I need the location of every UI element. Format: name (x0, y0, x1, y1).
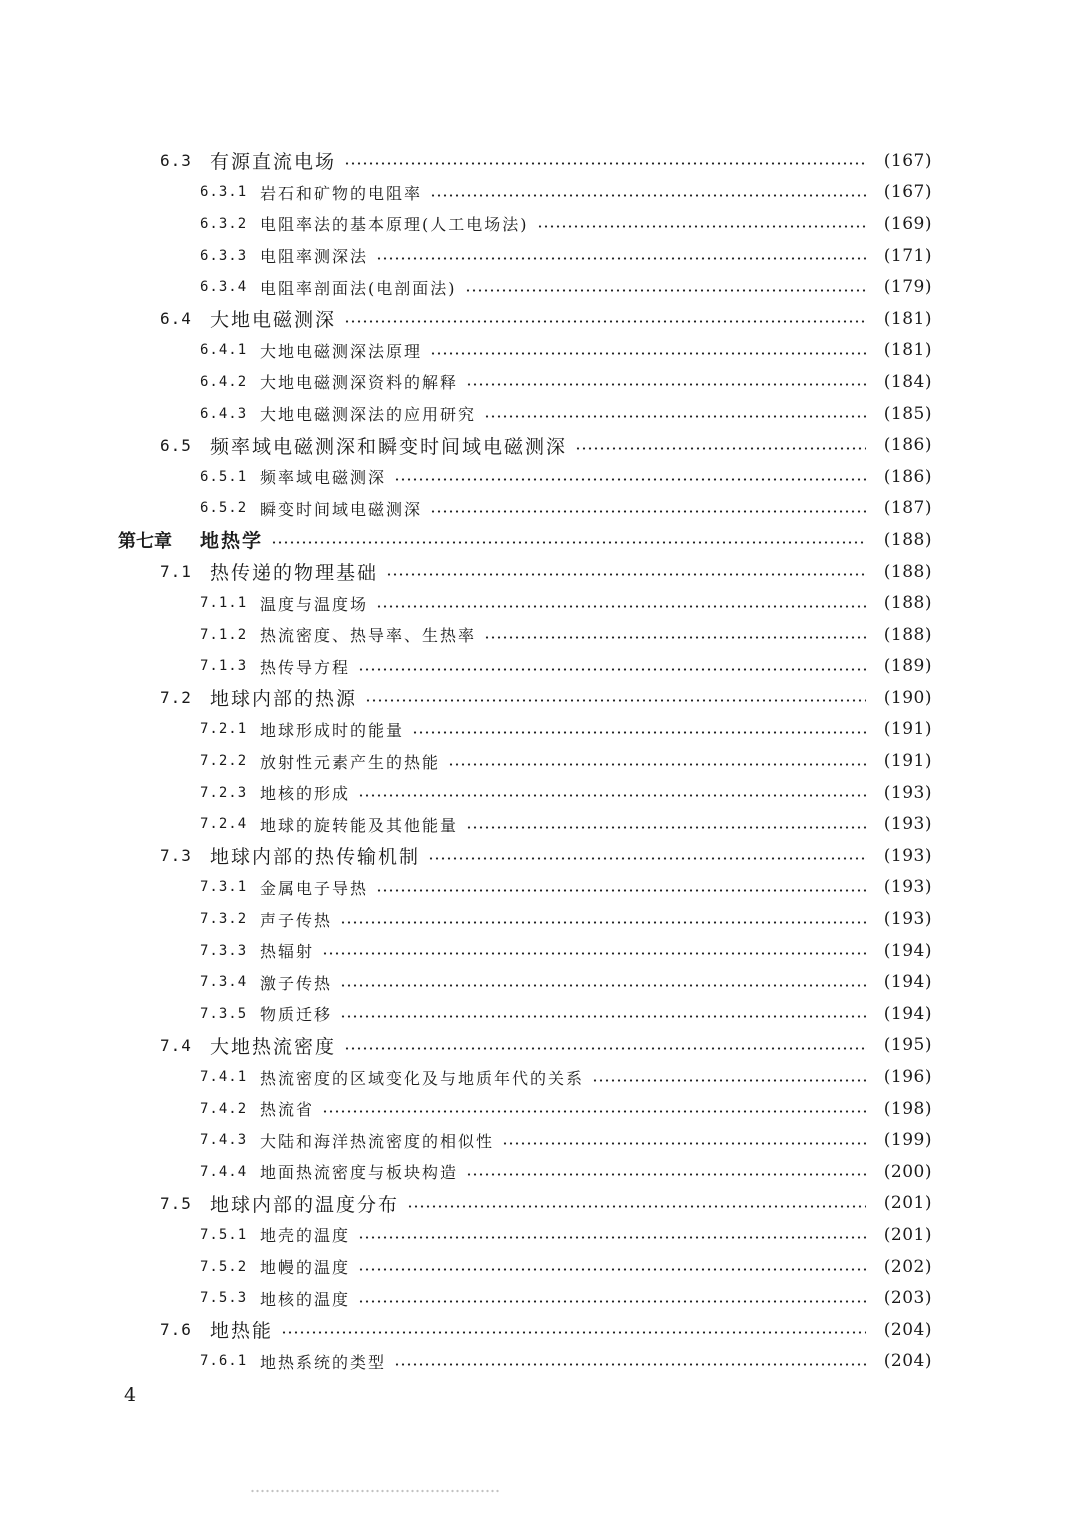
dot-leader (407, 1205, 866, 1208)
toc-entry-title: 声子传热 (260, 910, 333, 930)
toc-entry-title: 地球的旋转能及其他能量 (260, 815, 459, 835)
toc-section-entry (0, 1030, 1080, 1062)
dot-leader (365, 699, 866, 702)
toc-entry-number: 6.4.1 (200, 342, 248, 359)
toc-section-entry (0, 1188, 1080, 1220)
toc-entry-title: 激子传热 (260, 973, 333, 993)
toc-entry-page: (198) (883, 1098, 932, 1119)
toc-entry-page: (189) (883, 656, 932, 677)
toc-entry-number: 7.4.1 (200, 1069, 248, 1086)
dot-leader (340, 984, 866, 987)
toc-entry-page: (193) (883, 845, 932, 866)
toc-entry-number: 7.3.4 (200, 974, 248, 991)
toc-entry-number: 6.4.2 (200, 373, 248, 390)
toc-section-entry (0, 1314, 1080, 1346)
toc-subsection-entry (0, 1346, 1080, 1378)
toc-subsection-entry (0, 1282, 1080, 1314)
toc-entry-page: (169) (883, 213, 932, 234)
toc-entry-title: 岩石和矿物的电阻率 (260, 183, 423, 203)
dot-leader (412, 731, 866, 734)
dot-leader (592, 1079, 866, 1082)
toc-entry-page: (188) (883, 529, 932, 550)
toc-section-entry (0, 682, 1080, 714)
toc-subsection-entry (0, 366, 1080, 398)
toc-entry-number: 7.5.3 (200, 1290, 248, 1307)
toc-entry-page: (167) (883, 182, 932, 203)
toc-entry-title: 大地电磁测深法的应用研究 (260, 405, 477, 425)
toc-entry-number: 7.4.4 (200, 1163, 248, 1180)
dot-leader (466, 383, 866, 386)
toc-entry-page: (204) (883, 1351, 932, 1372)
toc-entry-number: 6.3.2 (200, 215, 248, 232)
toc-entry-title: 地热能 (210, 1320, 274, 1343)
toc-entry-title: 地面热流密度与板块构造 (260, 1163, 459, 1183)
toc-entry-page: (186) (883, 466, 932, 487)
toc-subsection-entry (0, 966, 1080, 998)
toc-subsection-entry (0, 777, 1080, 809)
dot-leader (466, 1173, 866, 1176)
toc-entry-title: 地幔的温度 (260, 1258, 351, 1278)
dot-leader (430, 352, 866, 355)
toc-entry-title: 热辐射 (260, 942, 315, 962)
toc-entry-number: 7.1.2 (200, 626, 248, 643)
dot-leader (428, 857, 866, 860)
toc-entry-number: 7.2.1 (200, 721, 248, 738)
toc-subsection-entry (0, 903, 1080, 935)
toc-section-entry (0, 840, 1080, 872)
dot-leader (358, 1300, 866, 1303)
dot-leader (376, 889, 866, 892)
toc-entry-page: (200) (883, 1161, 932, 1182)
toc-entry-number: 6.5 (160, 435, 192, 455)
toc-entry-number: 第七章 (118, 530, 172, 552)
toc-entry-page: (201) (883, 1224, 932, 1245)
toc-entry-page: (179) (883, 277, 932, 298)
toc-subsection-entry (0, 619, 1080, 651)
toc-entry-page: (204) (883, 1319, 932, 1340)
toc-entry-number: 7.3.1 (200, 879, 248, 896)
toc-entry-number: 7.1.1 (200, 595, 248, 612)
toc-entry-page: (199) (883, 1130, 932, 1151)
toc-entry-page: (193) (883, 877, 932, 898)
toc-entry-number: 7.2.4 (200, 816, 248, 833)
toc-subsection-entry (0, 335, 1080, 367)
toc-entry-number: 7.1 (160, 562, 192, 582)
toc-entry-number: 6.3 (160, 151, 192, 171)
toc-subsection-entry (0, 714, 1080, 746)
page-number: 4 (124, 1384, 137, 1406)
toc-entry-number: 6.3.4 (200, 279, 248, 296)
toc-entry-number: 7.3 (160, 846, 192, 866)
toc-entry-number: 7.3.2 (200, 911, 248, 928)
toc-entry-title: 大地热流密度 (210, 1035, 337, 1058)
dot-leader (430, 510, 866, 513)
toc-entry-page: (196) (883, 1067, 932, 1088)
dot-leader (376, 605, 866, 608)
toc-section-entry (0, 429, 1080, 461)
toc-entry-number: 6.4 (160, 309, 192, 329)
dot-leader (344, 162, 866, 165)
dot-leader (394, 1363, 866, 1366)
dot-leader (281, 1331, 866, 1334)
toc-entry-title: 地核的形成 (260, 784, 351, 804)
toc-entry-number: 6.3.3 (200, 247, 248, 264)
toc-subsection-entry (0, 271, 1080, 303)
toc-entry-title: 大地电磁测深法原理 (260, 341, 423, 361)
dot-leader (344, 1047, 866, 1050)
toc-entry-page: (187) (883, 498, 932, 519)
toc-subsection-entry (0, 493, 1080, 525)
toc-entry-title: 地核的温度 (260, 1289, 351, 1309)
toc-section-entry (0, 145, 1080, 177)
toc-subsection-entry (0, 935, 1080, 967)
toc-entry-page: (203) (883, 1288, 932, 1309)
dot-leader (484, 415, 866, 418)
toc-entry-number: 7.2 (160, 688, 192, 708)
dot-leader (344, 320, 866, 323)
dot-leader (394, 478, 866, 481)
toc-subsection-entry (0, 587, 1080, 619)
toc-entry-page: (191) (883, 751, 932, 772)
toc-entry-page: (194) (883, 1003, 932, 1024)
toc-entry-page: (193) (883, 814, 932, 835)
toc-entry-page: (188) (883, 593, 932, 614)
toc-entry-title: 频率域电磁测深和瞬变时间域电磁测深 (210, 435, 568, 458)
scan-artifact (250, 1488, 500, 1494)
toc-entry-title: 瞬变时间域电磁测深 (260, 499, 423, 519)
toc-entry-number: 6.5.2 (200, 500, 248, 517)
toc-subsection-entry (0, 872, 1080, 904)
dot-leader (537, 225, 867, 228)
toc-subsection-entry (0, 1061, 1080, 1093)
toc-entry-number: 7.2.2 (200, 753, 248, 770)
toc-entry-number: 7.3.3 (200, 942, 248, 959)
dot-leader (322, 1110, 866, 1113)
toc-entry-title: 热流密度、热导率、生热率 (260, 626, 477, 646)
toc-entry-number: 6.5.1 (200, 468, 248, 485)
toc-entry-page: (167) (883, 150, 932, 171)
toc-entry-number: 7.5.1 (200, 1226, 248, 1243)
toc-entry-page: (184) (883, 371, 932, 392)
toc-entry-title: 大地电磁测深 (210, 309, 337, 332)
toc-chapter-entry (0, 524, 1080, 556)
dot-leader (358, 1236, 866, 1239)
toc-subsection-entry (0, 461, 1080, 493)
toc-entry-title: 电阻率法的基本原理(人工电场法) (260, 215, 529, 235)
toc-entry-number: 6.3.1 (200, 184, 248, 201)
dot-leader (340, 1015, 866, 1018)
toc-entry-title: 地热系统的类型 (260, 1352, 387, 1372)
dot-leader (358, 1268, 866, 1271)
table-of-contents (0, 145, 1080, 1377)
toc-entry-page: (195) (883, 1035, 932, 1056)
toc-entry-title: 放射性元素产生的热能 (260, 752, 441, 772)
toc-subsection-entry (0, 1093, 1080, 1125)
dot-leader (340, 921, 866, 924)
toc-entry-title: 热流省 (260, 1100, 315, 1120)
toc-entry-number: 7.1.3 (200, 658, 248, 675)
toc-entry-title: 有源直流电场 (210, 151, 337, 174)
dot-leader (502, 1142, 866, 1145)
toc-entry-title: 金属电子导热 (260, 878, 369, 898)
toc-subsection-entry (0, 1124, 1080, 1156)
toc-entry-page: (202) (883, 1256, 932, 1277)
toc-entry-title: 热传递的物理基础 (210, 562, 379, 585)
toc-entry-page: (190) (883, 687, 932, 708)
toc-entry-number: 7.4.3 (200, 1132, 248, 1149)
toc-entry-page: (185) (883, 403, 932, 424)
toc-entry-title: 热流密度的区域变化及与地质年代的关系 (260, 1068, 585, 1088)
toc-subsection-entry (0, 208, 1080, 240)
toc-entry-page: (194) (883, 940, 932, 961)
toc-entry-number: 7.6.1 (200, 1353, 248, 1370)
dot-leader (376, 257, 866, 260)
toc-entry-page: (181) (883, 340, 932, 361)
toc-entry-page: (186) (883, 435, 932, 456)
toc-entry-page: (188) (883, 624, 932, 645)
toc-entry-page: (171) (883, 245, 932, 266)
toc-entry-page: (191) (883, 719, 932, 740)
toc-subsection-entry (0, 240, 1080, 272)
dot-leader (465, 289, 867, 292)
toc-entry-title: 地壳的温度 (260, 1226, 351, 1246)
toc-subsection-entry (0, 177, 1080, 209)
toc-subsection-entry (0, 1219, 1080, 1251)
toc-section-entry (0, 556, 1080, 588)
toc-entry-title: 大地电磁测深资料的解释 (260, 373, 459, 393)
toc-entry-page: (193) (883, 909, 932, 930)
dot-leader (322, 952, 866, 955)
toc-subsection-entry (0, 998, 1080, 1030)
toc-entry-title: 物质迁移 (260, 1005, 333, 1025)
toc-subsection-entry (0, 745, 1080, 777)
toc-subsection-entry (0, 651, 1080, 683)
dot-leader (271, 541, 866, 544)
dot-leader (484, 636, 866, 639)
dot-leader (386, 573, 866, 576)
toc-subsection-entry (0, 808, 1080, 840)
toc-entry-title: 地球内部的温度分布 (210, 1193, 400, 1216)
toc-entry-page: (188) (883, 561, 932, 582)
toc-entry-number: 6.4.3 (200, 405, 248, 422)
toc-entry-number: 7.2.3 (200, 784, 248, 801)
toc-entry-title: 地球形成时的能量 (260, 720, 405, 740)
dot-leader (466, 826, 866, 829)
toc-entry-title: 地球内部的热源 (210, 688, 358, 711)
toc-subsection-entry (0, 1156, 1080, 1188)
dot-leader (575, 447, 866, 450)
toc-entry-number: 7.3.5 (200, 1005, 248, 1022)
dot-leader (430, 194, 866, 197)
toc-entry-title: 热传导方程 (260, 657, 351, 677)
toc-subsection-entry (0, 398, 1080, 430)
toc-entry-page: (201) (883, 1193, 932, 1214)
toc-entry-title: 温度与温度场 (260, 594, 369, 614)
dot-leader (358, 668, 866, 671)
toc-entry-number: 7.5 (160, 1193, 192, 1213)
toc-entry-number: 7.4 (160, 1035, 192, 1055)
toc-entry-page: (194) (883, 972, 932, 993)
dot-leader (448, 763, 866, 766)
toc-entry-title: 频率域电磁测深 (260, 468, 387, 488)
toc-entry-title: 地球内部的热传输机制 (210, 846, 421, 869)
toc-subsection-entry (0, 1251, 1080, 1283)
toc-entry-number: 7.6 (160, 1320, 192, 1340)
toc-entry-number: 7.4.2 (200, 1100, 248, 1117)
toc-entry-title: 电阻率测深法 (260, 247, 369, 267)
dot-leader (358, 794, 866, 797)
toc-entry-number: 7.5.2 (200, 1258, 248, 1275)
toc-entry-title: 电阻率剖面法(电剖面法) (260, 278, 457, 298)
toc-entry-title: 地热学 (200, 530, 264, 553)
toc-entry-page: (193) (883, 782, 932, 803)
toc-entry-title: 大陆和海洋热流密度的相似性 (260, 1131, 495, 1151)
toc-entry-page: (181) (883, 308, 932, 329)
toc-section-entry (0, 303, 1080, 335)
